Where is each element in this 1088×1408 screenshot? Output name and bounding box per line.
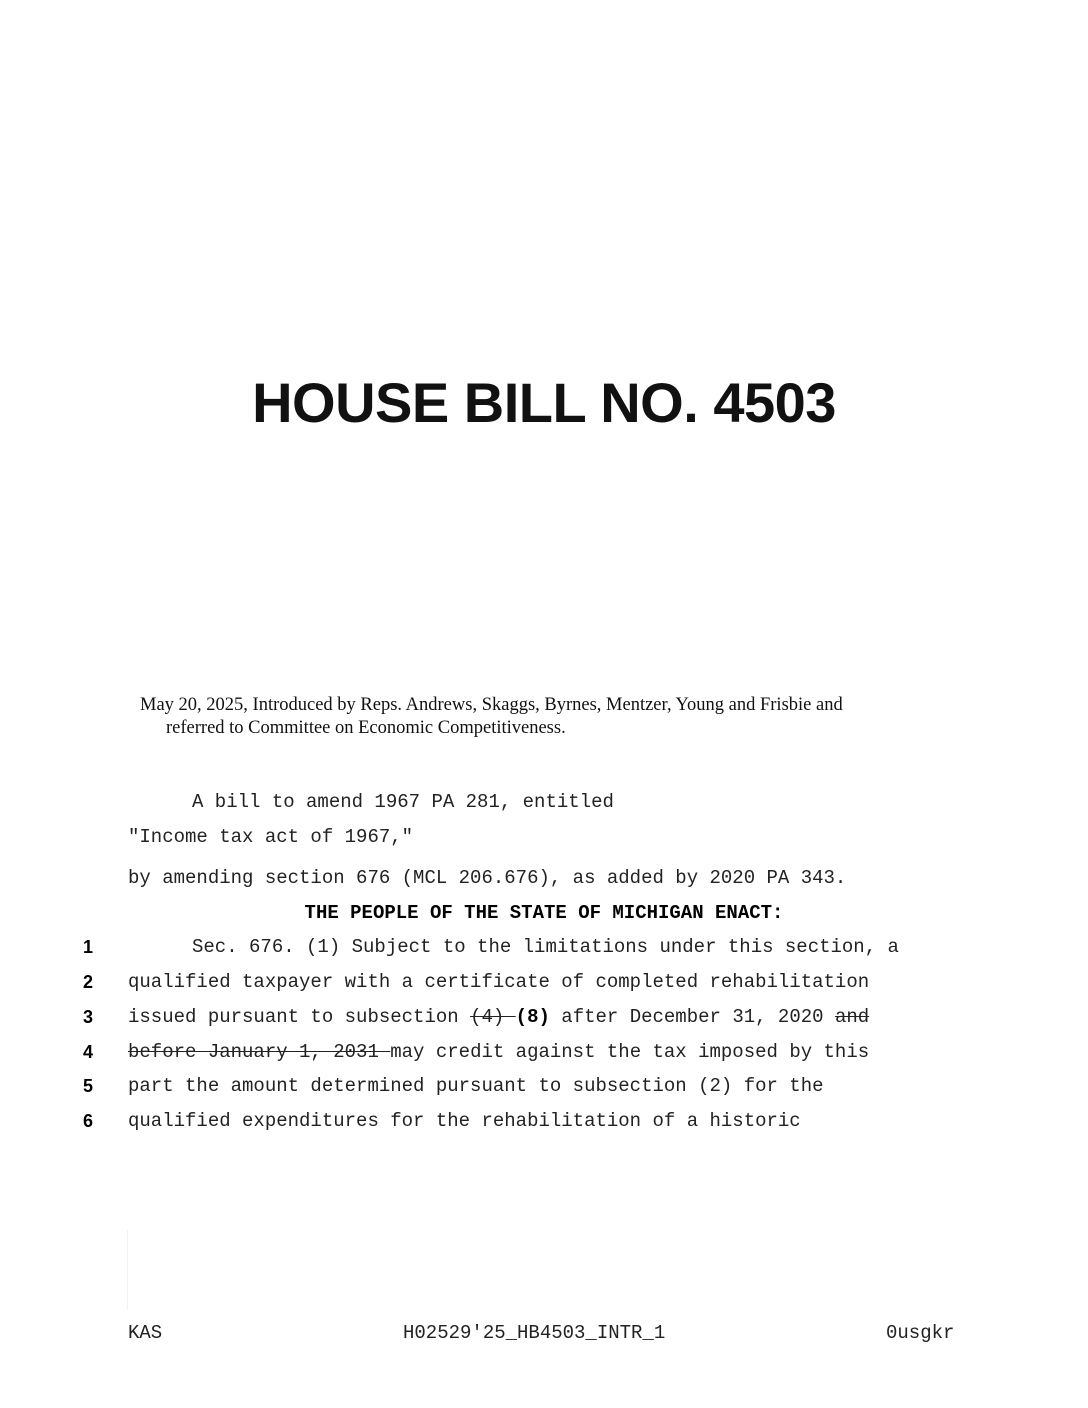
struck-text: (4) [470, 1006, 516, 1028]
text-segment: after December 31, 2020 [549, 1006, 835, 1028]
body-line-3 [128, 1005, 869, 1029]
preamble-line-1: A bill to amend 1967 PA 281, entitled [192, 791, 614, 813]
bill-title: HOUSE BILL NO. 4503 [252, 371, 836, 434]
introduction-note [140, 694, 960, 740]
struck-text: and [834, 1006, 870, 1028]
text-segment: may credit against the tax imposed by this [390, 1041, 870, 1063]
margin-rule [127, 1230, 128, 1310]
introduction-line-2: referred to Committee on Economic Competitiveness. [166, 718, 566, 738]
footer-initials: KAS [128, 1322, 163, 1344]
preamble-line-2: "Income tax act of 1967," [128, 826, 414, 848]
line-number: 3 [83, 1007, 94, 1027]
body-line-1: Sec. 676. (1) Subject to the limitations under this section, a [192, 936, 899, 958]
enacting-clause: THE PEOPLE OF THE STATE OF MICHIGAN ENACT: [304, 902, 784, 924]
body-line-5: part the amount determined pursuant to subsection (2) for the [128, 1075, 824, 1097]
line-number: 4 [83, 1042, 94, 1062]
footer-document-id: H02529'25_HB4503_INTR_1 [403, 1322, 666, 1344]
line-number: 6 [83, 1111, 94, 1131]
inserted-text: (8) [515, 1006, 550, 1028]
introduction-line-1: May 20, 2025, Introduced by Reps. Andrews, Skaggs, Byrnes, Mentzer, Young and Frisbie and [140, 695, 843, 715]
footer-code: 0usgkr [886, 1322, 955, 1344]
line-number: 2 [83, 972, 94, 992]
body-line-2: qualified taxpayer with a certificate of completed rehabilitation [128, 971, 870, 993]
struck-text: before January 1, 2031 [128, 1041, 391, 1063]
line-number: 5 [83, 1076, 94, 1096]
text-segment: issued pursuant to subsection [128, 1006, 471, 1028]
line-number: 1 [83, 937, 94, 957]
body-line-4 [128, 1040, 869, 1064]
preamble-line-3: by amending section 676 (MCL 206.676), as added by 2020 PA 343. [128, 867, 847, 889]
body-line-6: qualified expenditures for the rehabilitation of a historic [128, 1110, 801, 1132]
